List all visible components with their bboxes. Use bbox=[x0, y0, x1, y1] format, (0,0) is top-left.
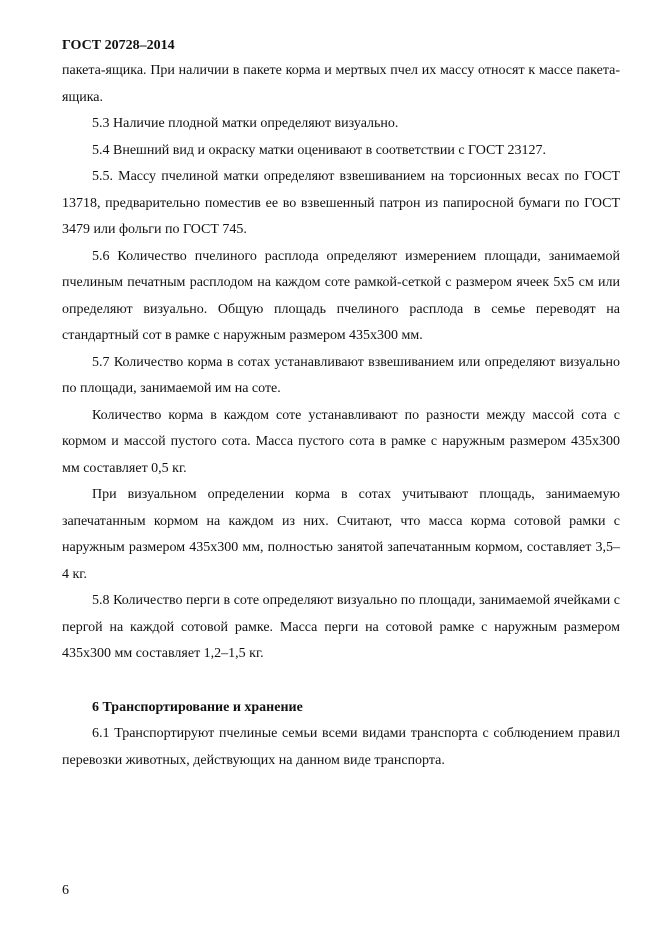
paragraph-5-7-feed-visual: При визуальном определении корма в сотах учитывают площадь, занимаемую запечатанным кормом на каждом из них. Считают, что масса корма сотовой рамки с наружным размером 435х300 мм, полностью занятой запечатанным кормом, составляет 3,5–4 кг. bbox=[62, 487, 620, 582]
section-6-heading: 6 Транспортирование и хранение bbox=[92, 699, 303, 715]
paragraph-5-6: 5.6 Количество пчелиного расплода определяют измерением площади, занимаемой пчелиным печатным расплодом на каждом соте рамкой-сеткой с размером ячеек 5х5 см или определяют визуально. Общую площадь пчелиного расплода в семье переводят на стандартный сот в рамке с наружным размером 435х300 мм. bbox=[62, 248, 620, 343]
paragraph-5-3: 5.3 Наличие плодной матки определяют визуально. bbox=[92, 116, 399, 131]
paragraph-6-1: 6.1 Транспортируют пчелиные семьи всеми видами транспорта с соблюдением правил перевозки животных, действующих на данном виде транспорта. bbox=[62, 726, 620, 768]
paragraph-5-8: 5.8 Количество перги в соте определяют визуально по площади, занимаемой ячейками с пергой на каждой сотовой рамке. Масса перги на сотовой рамке с наружным размером 435х300 мм составляет 1,2–1,5 кг. bbox=[62, 593, 620, 661]
document-header: ГОСТ 20728–2014 bbox=[62, 38, 175, 53]
paragraph-5-7-feed-weighing: Количество корма в каждом соте устанавливают по разности между массой сота с кормом и массой пустого сота. Масса пустого сота в рамке с наружным размером 435х300 мм составляет 0,5 кг. bbox=[62, 407, 620, 476]
paragraph-5-7: 5.7 Количество корма в сотах устанавливают взвешиванием или определяют визуально по площади, занимаемой им на соте. bbox=[62, 354, 620, 396]
page-number: 6 bbox=[62, 883, 69, 898]
paragraph-continuation: пакета-ящика. При наличии в пакете корма и мертвых пчел их массу относят к массе пакета-ящика. bbox=[62, 63, 620, 105]
paragraph-5-5: 5.5. Массу пчелиной матки определяют взвешиванием на торсионных весах по ГОСТ 13718, предварительно поместив ее во взвешенный патрон из папиросной бумаги по ГОСТ 3479 или фольги по ГОСТ 745. bbox=[62, 169, 620, 237]
paragraph-5-4: 5.4 Внешний вид и окраску матки оценивают в соответствии с ГОСТ 23127. bbox=[92, 142, 546, 158]
document-body bbox=[62, 58, 620, 774]
